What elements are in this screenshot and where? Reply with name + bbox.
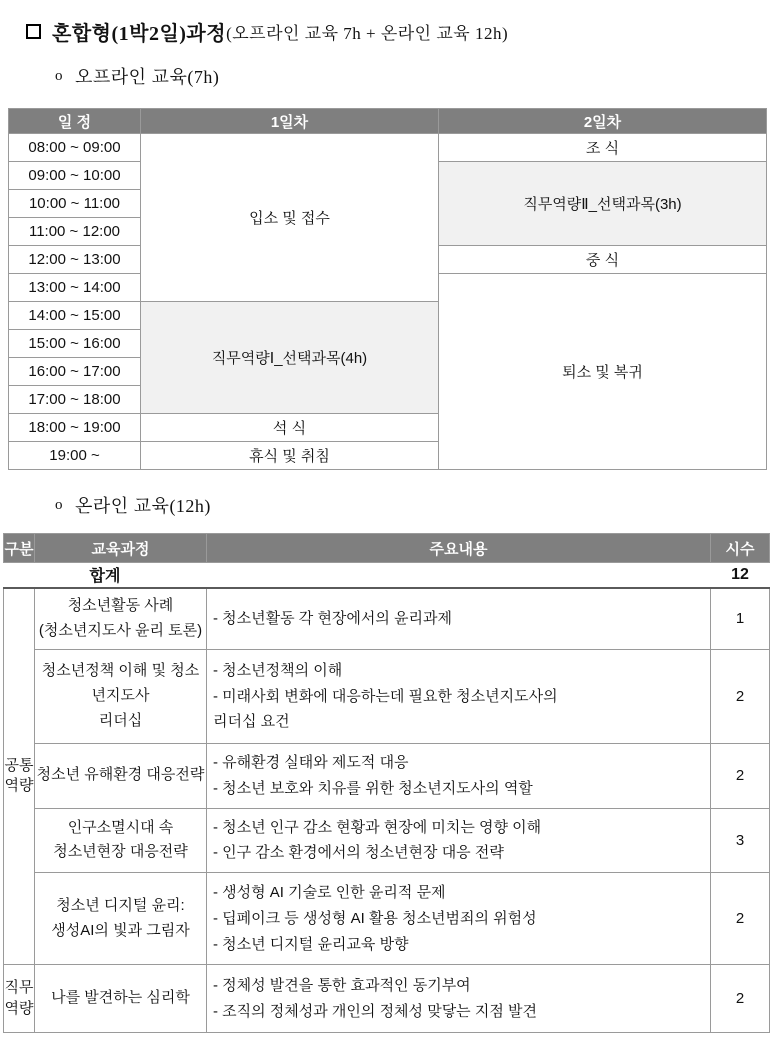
time-cell: 14:00 ~ 15:00 (9, 302, 141, 330)
content-line: - 미래사회 변화에 대응하는데 필요한 청소년지도사의 (213, 687, 558, 705)
header-cell-schedule: 일 정 (9, 109, 141, 134)
content-line: - 청소년 디지털 윤리교육 방향 (213, 935, 409, 953)
group-label-line: 직무 (4, 979, 34, 997)
day1-rest-cell: 휴식 및 취침 (141, 442, 439, 470)
group-label-line: 역량 (4, 999, 34, 1017)
day2-checkout-cell: 퇴소 및 복귀 (439, 274, 767, 470)
course-cell (35, 588, 207, 650)
course-line: 청소년활동 사례 (67, 597, 174, 614)
content-line: - 조직의 정체성과 개인의 정체성 맞닿는 지점 발견 (213, 1002, 537, 1020)
time-cell: 18:00 ~ 19:00 (9, 414, 141, 442)
content-line: - 청소년활동 각 현장에서의 윤리과제 (213, 609, 453, 627)
content-line: - 인구 감소 환경에서의 청소년현장 대응 전략 (213, 844, 504, 862)
hours-cell: 2 (711, 650, 770, 744)
content-cell (207, 873, 711, 965)
time-cell: 11:00 ~ 12:00 (9, 218, 141, 246)
time-cell: 16:00 ~ 17:00 (9, 358, 141, 386)
time-cell: 17:00 ~ 18:00 (9, 386, 141, 414)
offline-schedule-table (8, 108, 767, 470)
header-cell-hours: 시수 (711, 534, 770, 563)
bullet-circle-icon: o (55, 67, 63, 84)
content-cell (207, 965, 711, 1033)
total-label-cell: 합계 (4, 563, 207, 588)
total-row (4, 563, 770, 588)
curriculum-row (4, 873, 770, 965)
course-line: 청소년 유해환경 대응전략 (36, 766, 205, 784)
day2-lunch-cell: 중 식 (439, 246, 767, 274)
course-line: 나를 발견하는 심리학 (51, 989, 190, 1007)
group-label-line: 역량 (4, 777, 34, 795)
content-cell (207, 808, 711, 873)
total-empty-cell (207, 563, 711, 588)
page-title (26, 17, 508, 46)
time-cell: 19:00 ~ (9, 442, 141, 470)
hours-cell: 2 (711, 873, 770, 965)
course-line: 청소년 디지털 윤리: (56, 896, 185, 914)
online-header-row (4, 534, 770, 563)
content-line: 리더십 요건 (213, 713, 290, 731)
content-line: - 청소년정책의 이해 (213, 661, 343, 679)
course-line: 청소년정책 이해 및 청소년지도사 (41, 662, 200, 705)
time-cell: 09:00 ~ 10:00 (9, 162, 141, 190)
course-cell (35, 744, 207, 809)
content-line: - 생성형 AI 기술로 인한 윤리적 문제 (213, 883, 446, 901)
content-line: - 청소년 인구 감소 현황과 현장에 미치는 영향 이해 (213, 818, 542, 836)
header-cell-category: 구분 (4, 534, 35, 563)
hours-cell: 1 (711, 588, 770, 650)
course-line: 인구소멸시대 속 (67, 818, 174, 836)
content-line: - 청소년 보호와 치유를 위한 청소년지도사의 역할 (213, 779, 533, 797)
content-line: - 딥페이크 등 생성형 AI 활용 청소년범죄의 위험성 (213, 909, 537, 927)
course-line: 청소년현장 대응전략 (53, 843, 188, 861)
curriculum-row (4, 808, 770, 873)
group-cell-common (4, 588, 35, 965)
group-cell-job (4, 965, 35, 1033)
course-line: 생성AI의 빛과 그림자 (51, 921, 190, 939)
content-cell (207, 588, 711, 650)
online-heading-label: 온라인 교육(12h) (75, 496, 211, 516)
course-line: (청소년지도사 윤리 토론) (38, 621, 203, 639)
time-cell: 13:00 ~ 14:00 (9, 274, 141, 302)
total-hours-cell: 12 (711, 563, 770, 588)
day2-course2-cell: 직무역량Ⅱ_선택과목(3h) (439, 162, 767, 246)
online-curriculum-table (3, 533, 770, 1033)
day2-breakfast-cell: 조 식 (439, 134, 767, 162)
time-cell: 15:00 ~ 16:00 (9, 330, 141, 358)
day1-dinner-cell: 석 식 (141, 414, 439, 442)
course-title-bold: 혼합형(1박2일)과정 (52, 23, 227, 45)
curriculum-row (4, 650, 770, 744)
schedule-row (9, 134, 767, 162)
day1-course1-cell: 직무역량Ⅰ_선택과목(4h) (141, 302, 439, 414)
header-cell-day1: 1일차 (141, 109, 439, 134)
bullet-circle-icon: o (55, 496, 63, 513)
course-cell (35, 808, 207, 873)
time-cell: 08:00 ~ 09:00 (9, 134, 141, 162)
content-cell (207, 650, 711, 744)
offline-education-heading (55, 63, 219, 89)
time-cell: 10:00 ~ 11:00 (9, 190, 141, 218)
online-education-heading (55, 492, 211, 518)
offline-header-row (9, 109, 767, 134)
header-cell-day2: 2일차 (439, 109, 767, 134)
course-cell (35, 965, 207, 1033)
content-line: - 유해환경 실태와 제도적 대응 (213, 754, 409, 771)
curriculum-row (4, 965, 770, 1033)
content-line: - 정체성 발견을 통한 효과적인 동기부여 (213, 976, 471, 994)
course-title-detail: (오프라인 교육 7h + 온라인 교육 12h) (226, 24, 509, 43)
group-label-line: 공통 (4, 757, 34, 775)
hours-cell: 2 (711, 965, 770, 1033)
course-cell (35, 650, 207, 744)
course-line: 리더십 (98, 711, 143, 729)
day1-checkin-cell: 입소 및 접수 (141, 134, 439, 302)
course-cell (35, 873, 207, 965)
offline-heading-label: 오프라인 교육(7h) (75, 67, 220, 87)
checkbox-square-icon (26, 24, 41, 39)
content-cell (207, 744, 711, 809)
header-cell-content: 주요내용 (207, 534, 711, 563)
header-cell-course: 교육과정 (35, 534, 207, 563)
curriculum-row (4, 744, 770, 809)
time-cell: 12:00 ~ 13:00 (9, 246, 141, 274)
curriculum-row (4, 588, 770, 650)
hours-cell: 2 (711, 744, 770, 809)
hours-cell: 3 (711, 808, 770, 873)
